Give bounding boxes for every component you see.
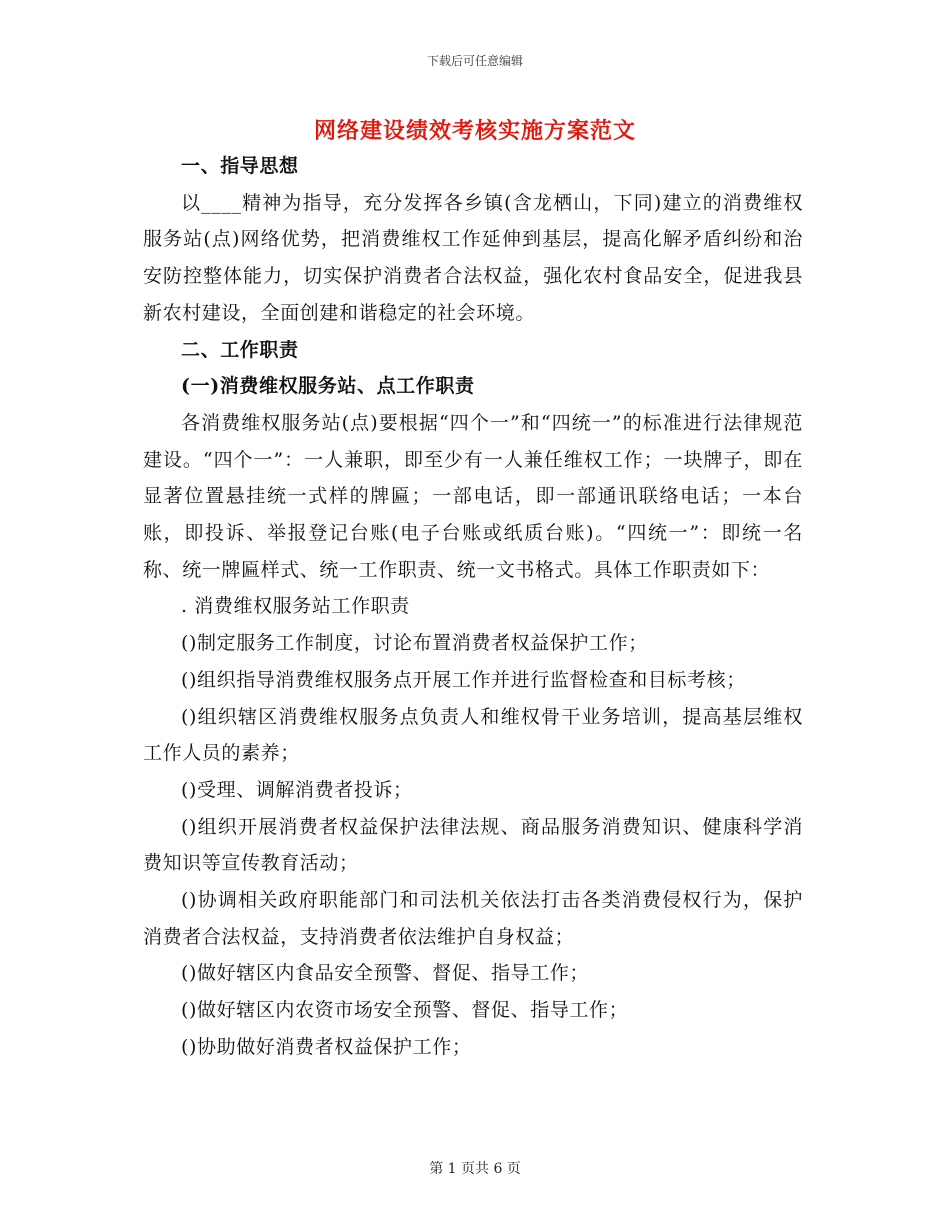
body-paragraph: 各消费维权服务站(点)要根据“四个一”和“四统一”的标准进行法律规范建设。“四个一”：一人兼职，即至少有一人兼任维权工作；一块牌子，即在显著位置悬挂统一式样的牌匾；一部电话，即一部通讯联络电话；一本台账，即投诉、举报登记台账(电子台账或纸质台账)。“四统一”：即统一名称、统一牌匾样式、统一工作职责、统一文书格式。具体工作职责如下： xyxy=(143,411,803,581)
body-paragraph: . 消费维权服务站工作职责 xyxy=(181,595,410,618)
body-paragraph: ()组织开展消费者权益保护法律法规、商品服务消费知识、健康科学消费知识等宣传教育活动； xyxy=(143,815,803,875)
body-paragraph: ()做好辖区内食品安全预警、督促、指导工作； xyxy=(181,962,590,985)
body-paragraph: 以____精神为指导，充分发挥各乡镇(含龙栖山，下同)建立的消费维权服务站(点)网络优势，把消费维权工作延伸到基层，提高化解矛盾纠纷和治安防控整体能力，切实保护消费者合法权益，强化农村食品安全，促进我县新农村建设，全面创建和谐稳定的社会环境。 xyxy=(143,191,803,324)
header-note: 下载后可任意编辑 xyxy=(426,54,523,68)
body-paragraph: ()协调相关政府职能部门和司法机关依法打击各类消费侵权行为，保护消费者合法权益，支持消费者依法维护自身权益； xyxy=(143,889,803,948)
body-paragraph: ()组织辖区消费维权服务点负责人和维权骨干业务培训，提高基层维权工作人员的素养； xyxy=(143,705,803,765)
document-title: 网络建设绩效考核实施方案范文 xyxy=(313,118,636,144)
document-body xyxy=(143,148,803,1066)
section-heading: 二、工作职责 xyxy=(181,338,299,361)
page-footer: 第 1 页共 6 页 xyxy=(429,1161,521,1177)
body-paragraph: ()协助做好消费者权益保护工作； xyxy=(181,1035,472,1058)
body-paragraph: ()组织指导消费维权服务点开展工作并进行监督检查和目标考核； xyxy=(181,668,746,691)
section-heading: (一)消费维权服务站、点工作职责 xyxy=(181,375,475,398)
body-paragraph: ()制定服务工作制度，讨论布置消费者权益保护工作； xyxy=(181,632,648,655)
section-heading: 一、指导思想 xyxy=(181,155,299,177)
body-paragraph: ()做好辖区内农资市场安全预警、督促、指导工作； xyxy=(181,999,629,1022)
body-paragraph: ()受理、调解消费者投诉； xyxy=(181,778,413,801)
